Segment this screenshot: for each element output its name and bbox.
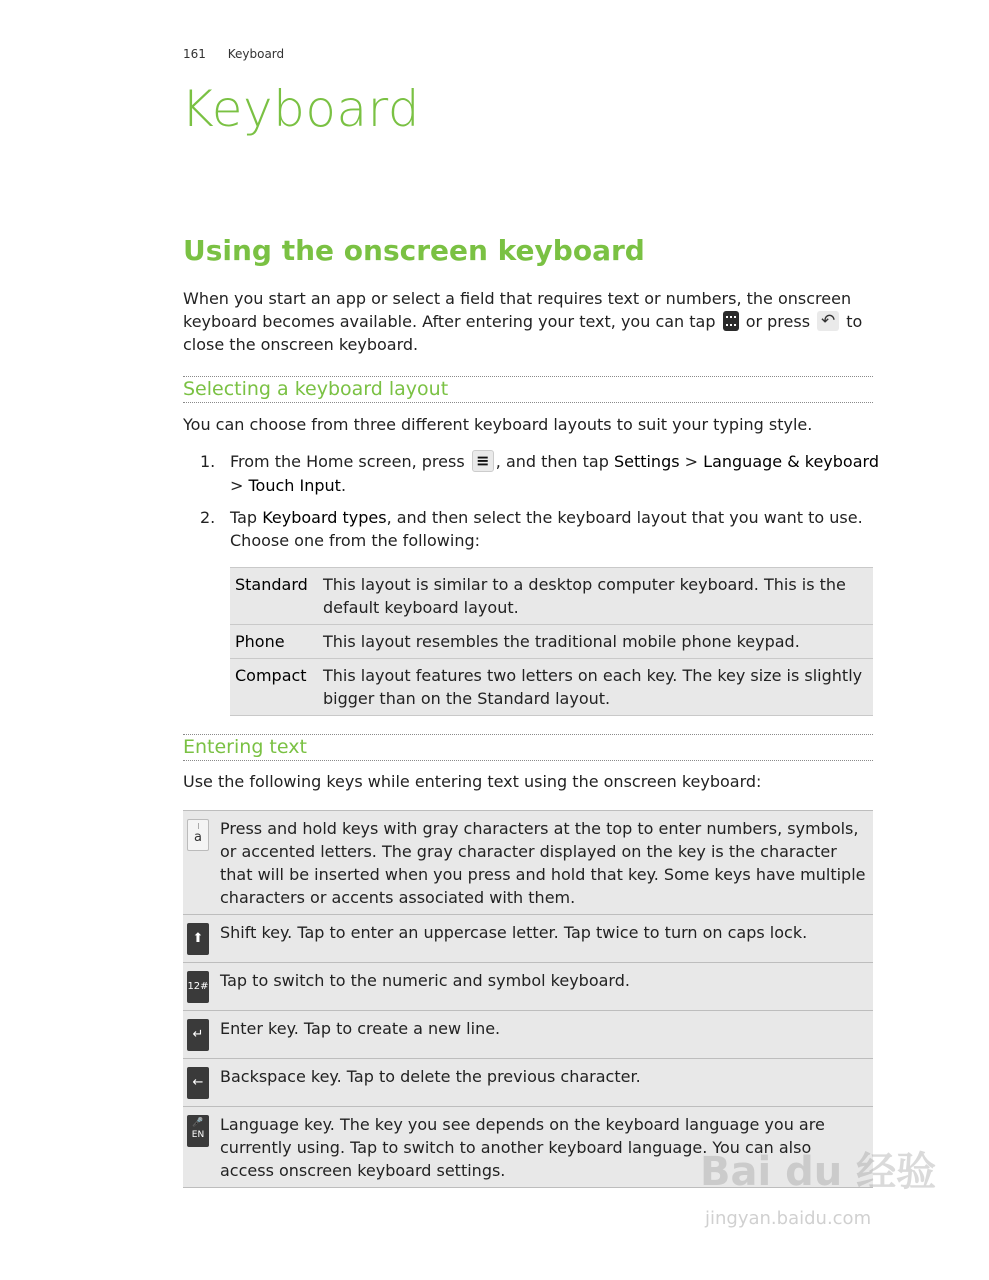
- step-text: From the Home screen, press: [230, 452, 465, 471]
- intro-paragraph: [183, 287, 883, 356]
- watermark-logo: Bai du 经验: [700, 1149, 937, 1195]
- layout-name: Compact: [230, 659, 318, 716]
- letter-key-icon: a: [187, 819, 209, 851]
- key-description: Press and hold keys with gray characters at the top to enter numbers, symbols, or accented letters. The gray character displayed on the key is the character that will be inserted when you press and hold that key. Some keys have multiple characters or accents associated with them.: [220, 811, 873, 915]
- key-description: Enter key. Tap to create a new line.: [220, 1011, 873, 1059]
- hide-keyboard-icon: [723, 311, 739, 331]
- step-text: , and then tap: [495, 452, 609, 471]
- layout-description: This layout features two letters on each key. The key size is slightly bigger than on the Standard layout.: [318, 659, 873, 716]
- layout-name: Phone: [230, 625, 318, 659]
- key-description: Tap to switch to the numeric and symbol keyboard.: [220, 963, 873, 1011]
- language-key-label: EN: [191, 1130, 205, 1140]
- key-description: Language key. The key you see depends on the keyboard language you are currently using. Tap to switch to another keyboard language. You can also access onscreen keyboard settings.: [220, 1107, 873, 1188]
- shift-key-icon: ⬆: [187, 923, 209, 955]
- separator: >: [230, 475, 244, 495]
- separator: >: [684, 452, 699, 471]
- keyboard-layout-table: [230, 567, 873, 716]
- keys-table: [183, 810, 873, 1188]
- table-row: [183, 811, 873, 915]
- table-row: [183, 1059, 873, 1107]
- step-1: [200, 450, 880, 497]
- page-number: 161: [183, 47, 206, 61]
- step-number: 2.: [200, 507, 216, 527]
- layout-description: This layout is similar to a desktop computer keyboard. This is the default keyboard layout.: [318, 568, 873, 625]
- layout-name: Standard: [230, 568, 318, 625]
- subheading-layout: Selecting a keyboard layout: [183, 376, 873, 403]
- table-row: [183, 1011, 873, 1059]
- step-text: , and then select the keyboard layout that you want to use. Choose one from the following:: [230, 507, 863, 550]
- step-text: Tap: [230, 507, 258, 527]
- table-row: [230, 659, 873, 716]
- running-title: Keyboard: [227, 47, 285, 61]
- language-key-icon: 🎤 EN: [187, 1115, 209, 1147]
- layout-intro: You can choose from three different keyboard layouts to suit your typing style.: [183, 415, 813, 434]
- layout-steps: [200, 450, 880, 552]
- subheading-entering-text: Entering text: [183, 734, 873, 761]
- section-title: Using the onscreen keyboard: [183, 234, 645, 267]
- back-icon: ↶: [817, 311, 839, 331]
- running-header: [183, 47, 302, 61]
- chapter-title: Keyboard: [181, 80, 421, 138]
- touch-input-label: Touch Input: [248, 475, 341, 495]
- language-keyboard-label: Language & keyboard: [703, 452, 879, 471]
- intro-text-1: When you start an app or select a field that requires text or numbers, the onscreen keyboard becomes available. After entering your text, you can tap: [183, 289, 852, 331]
- backspace-key-icon: ←: [187, 1067, 209, 1099]
- keyboard-types-label: Keyboard types: [262, 507, 387, 527]
- step-number: 1.: [200, 452, 216, 471]
- key-description: Shift key. Tap to enter an uppercase letter. Tap twice to turn on caps lock.: [220, 915, 873, 963]
- table-row: [230, 568, 873, 625]
- numeric-key-icon: 12#: [187, 971, 209, 1003]
- intro-text-3: to close the onscreen keyboard.: [183, 312, 863, 354]
- table-row: [230, 625, 873, 659]
- menu-icon: ≡: [472, 450, 494, 472]
- settings-label: Settings: [613, 452, 680, 471]
- step-2: [200, 506, 880, 552]
- watermark-url: jingyan.baidu.com: [705, 1208, 872, 1229]
- layout-description: This layout resembles the traditional mobile phone keypad.: [318, 625, 873, 659]
- table-row: [183, 963, 873, 1011]
- key-description: Backspace key. Tap to delete the previous character.: [220, 1059, 873, 1107]
- entering-intro: Use the following keys while entering text using the onscreen keyboard:: [183, 772, 762, 791]
- table-row: [183, 915, 873, 963]
- intro-text-2: or press: [745, 312, 811, 331]
- step-text: .: [340, 475, 347, 495]
- enter-key-icon: ↵: [187, 1019, 209, 1051]
